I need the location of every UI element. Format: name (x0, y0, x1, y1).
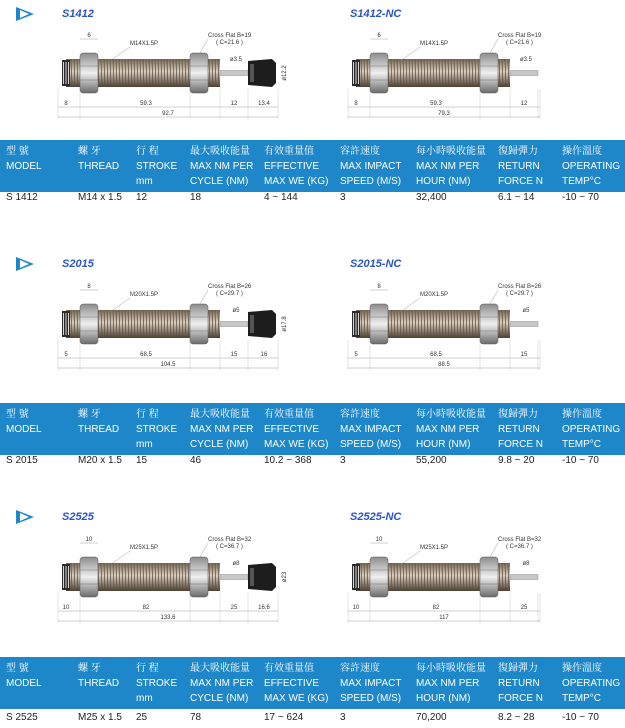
header-cell (136, 144, 177, 189)
header-cell (562, 144, 620, 189)
header-line: THREAD (78, 424, 120, 435)
cross-flat-sub-label: ( C=21.6 ) (506, 40, 533, 46)
dim-label: 15 (230, 352, 238, 358)
spec-value: S 2015 (6, 455, 38, 466)
hex-nut-left (370, 53, 388, 93)
header-line: HOUR (NM) (416, 693, 471, 704)
thread-label: M14X1.5P (420, 41, 449, 47)
header-line: STROKE (136, 678, 178, 689)
header-line: MAX NM PER (416, 678, 480, 689)
dim-label: 5 (354, 352, 358, 358)
header-line: TEMP°C (562, 693, 601, 704)
header-line: mm (136, 693, 153, 704)
header-line: 行 程 (136, 146, 159, 157)
dim-total-label: 79.3 (438, 111, 450, 117)
spec-value: 18 (190, 192, 202, 203)
play-arrow-icon (14, 6, 36, 22)
header-cell (264, 661, 328, 706)
header-line: EFFECTIVE (264, 678, 320, 689)
hex-nut-right (480, 557, 498, 597)
spec-value: -10 ~ 70 (562, 712, 599, 723)
spec-value: M25 x 1.5 (78, 712, 122, 723)
dim-hex-label: 6 (87, 33, 91, 39)
header-line: MAX NM PER (190, 678, 254, 689)
model-title-left: S2525 (62, 511, 94, 523)
header-line: SPEED (M/S) (340, 176, 402, 187)
dim-total-label: 117 (439, 615, 449, 621)
header-line: 復歸彈力 (498, 146, 538, 157)
dim-total-label: 92.7 (162, 111, 174, 117)
header-cell (562, 407, 620, 452)
spec-value: 17 ~ 624 (264, 712, 304, 723)
dim-label: 68.5 (140, 352, 152, 358)
header-cell (562, 661, 620, 706)
header-line: RETURN (498, 678, 540, 689)
header-line: 每小時吸收能量 (416, 663, 486, 674)
header-line: THREAD (78, 678, 120, 689)
header-line: 有效重量值 (264, 663, 314, 674)
spec-value: M20 x 1.5 (78, 455, 122, 466)
piston-rod (220, 71, 248, 76)
hex-nut-left (370, 304, 388, 344)
rod-diameter-label: ø3.5 (519, 57, 533, 63)
header-line: 每小時吸收能量 (416, 409, 486, 420)
header-line: SPEED (M/S) (340, 439, 402, 450)
dim-total-label: 88.5 (438, 362, 450, 368)
header-line: HOUR (NM) (416, 176, 471, 187)
thread-label: M20X1.5P (420, 292, 449, 298)
cap-diameter-label: ø17.8 (282, 316, 288, 332)
header-line: 操作溫度 (562, 409, 602, 420)
cross-flat-label: Cross Flat B=26 (208, 284, 252, 290)
header-line: RETURN (498, 424, 540, 435)
spec-table-header (0, 403, 625, 455)
header-line: SPEED (M/S) (340, 693, 402, 704)
dim-hex-label: 6 (377, 33, 381, 39)
header-cell (498, 661, 543, 706)
dim-label: 15 (520, 352, 528, 358)
dim-total-label: 104.5 (160, 362, 176, 368)
thread-label: M25X1.5P (130, 545, 159, 551)
cap-diameter-label: ø23 (282, 571, 288, 583)
hex-nut-left (80, 304, 98, 344)
header-line: 最大吸收能量 (190, 409, 250, 420)
header-line: 容許速度 (340, 409, 380, 420)
header-cell (190, 661, 253, 706)
header-line: THREAD (78, 161, 120, 172)
spec-value: 25 (136, 712, 148, 723)
dim-total-label: 133.6 (160, 615, 176, 621)
header-line: FORCE N (498, 176, 543, 187)
spec-value: 3 (340, 192, 346, 203)
cross-flat-label: Cross Flat B=32 (208, 537, 252, 543)
model-title-right: S2525-NC (350, 511, 402, 523)
dim-label: 5 (64, 352, 68, 358)
header-line: TEMP°C (562, 439, 601, 450)
header-cell (264, 407, 328, 452)
dim-hex-label: 10 (85, 537, 93, 543)
hex-nut-right (190, 304, 208, 344)
header-line: 容許速度 (340, 146, 380, 157)
header-line: MODEL (6, 161, 42, 172)
dim-label: 82 (432, 605, 440, 611)
header-line: mm (136, 176, 153, 187)
header-line: MODEL (6, 678, 42, 689)
dim-label: 25 (230, 605, 238, 611)
header-cell (416, 661, 486, 706)
header-line: 操作溫度 (562, 663, 602, 674)
header-line: MAX WE (KG) (264, 693, 329, 704)
header-line: mm (136, 439, 153, 450)
header-line: 行 程 (136, 663, 159, 674)
header-cell (136, 661, 177, 706)
hex-nut-right (480, 304, 498, 344)
header-line: MAX WE (KG) (264, 439, 329, 450)
model-title-right: S2015-NC (350, 258, 402, 270)
header-cell (190, 144, 253, 189)
rod-diameter-label: ø8 (522, 561, 530, 567)
spec-value: 78 (190, 712, 202, 723)
cap-diameter-label: ø12.2 (282, 65, 288, 81)
spec-value: S 1412 (6, 192, 38, 203)
cross-flat-label: Cross Flat B=32 (498, 537, 542, 543)
model-title-left: S1412 (62, 8, 94, 20)
spec-value: 15 (136, 455, 148, 466)
header-line: 操作溫度 (562, 146, 602, 157)
header-line: CYCLE (NM) (190, 176, 249, 187)
shock-absorber-drawing-right (340, 276, 590, 381)
header-line: MAX NM PER (190, 161, 254, 172)
spec-value: M14 x 1.5 (78, 192, 122, 203)
header-line: TEMP°C (562, 176, 601, 187)
dim-label: 16 (260, 352, 268, 358)
spec-value: 6.1 ~ 14 (498, 192, 535, 203)
piston-rod (220, 322, 248, 327)
header-cell (78, 661, 119, 691)
spec-value: S 2525 (6, 712, 38, 723)
hex-nut-left (80, 53, 98, 93)
piston-rod (510, 71, 538, 76)
dim-label: 82 (142, 605, 150, 611)
spec-value: 3 (340, 712, 346, 723)
header-line: EFFECTIVE (264, 161, 320, 172)
header-line: CYCLE (NM) (190, 439, 249, 450)
dim-label: 12 (520, 101, 528, 107)
header-cell (6, 144, 42, 174)
header-cell (6, 407, 42, 437)
header-cell (78, 407, 119, 437)
header-line: FORCE N (498, 693, 543, 704)
header-line: 最大吸收能量 (190, 146, 250, 157)
hex-nut-left (370, 557, 388, 597)
dim-hex-label: 8 (87, 284, 91, 290)
shock-absorber-drawing-left (50, 25, 300, 130)
header-line: 復歸彈力 (498, 663, 538, 674)
header-cell (136, 407, 177, 452)
spec-value: 10.2 ~ 368 (264, 455, 312, 466)
header-line: OPERATING (562, 161, 621, 172)
header-line: 螺 牙 (78, 663, 101, 674)
rod-diameter-label: ø3.5 (229, 57, 243, 63)
header-line: RETURN (498, 161, 540, 172)
hex-nut-right (480, 53, 498, 93)
dim-label: 8 (64, 101, 68, 107)
spec-value: 8.2 ~ 28 (498, 712, 535, 723)
dim-hex-label: 8 (377, 284, 381, 290)
model-title-right: S1412-NC (350, 8, 402, 20)
header-cell (498, 144, 543, 189)
cross-flat-label: Cross Flat B=19 (498, 33, 542, 39)
header-line: MAX IMPACT (340, 161, 402, 172)
spec-value: 46 (190, 455, 202, 466)
header-line: STROKE (136, 424, 178, 435)
header-line: MAX NM PER (190, 424, 254, 435)
header-line: OPERATING (562, 424, 621, 435)
shock-absorber-drawing-left (50, 276, 300, 381)
header-line: MAX IMPACT (340, 678, 402, 689)
piston-rod (510, 575, 538, 580)
dim-label: 10 (62, 605, 70, 611)
rod-diameter-label: ø8 (232, 561, 240, 567)
header-cell (416, 144, 486, 189)
header-line: 型 號 (6, 146, 29, 157)
spec-value: 3 (340, 455, 346, 466)
header-cell (78, 144, 119, 174)
thread-label: M14X1.5P (130, 41, 159, 47)
piston-rod (220, 575, 248, 580)
header-line: MAX WE (KG) (264, 176, 329, 187)
spec-value: -10 ~ 70 (562, 192, 599, 203)
model-title-left: S2015 (62, 258, 94, 270)
dim-label: 12 (230, 101, 238, 107)
shock-absorber-drawing-left (50, 529, 300, 634)
header-line: EFFECTIVE (264, 424, 320, 435)
spec-value: 55,200 (416, 455, 447, 466)
dim-label: 25 (520, 605, 528, 611)
spec-value: -10 ~ 70 (562, 455, 599, 466)
header-cell (264, 144, 328, 189)
cross-flat-sub-label: ( C=36.7 ) (216, 544, 243, 550)
header-line: MAX IMPACT (340, 424, 402, 435)
dim-label: 13.4 (258, 101, 270, 107)
hex-nut-right (190, 557, 208, 597)
cross-flat-label: Cross Flat B=19 (208, 33, 252, 39)
header-line: OPERATING (562, 678, 621, 689)
hex-nut-left (80, 557, 98, 597)
header-cell (340, 407, 401, 452)
dim-label: 16.6 (258, 605, 270, 611)
header-cell (190, 407, 253, 452)
shock-absorber-drawing-right (340, 25, 590, 130)
spec-value: 4 ~ 144 (264, 192, 298, 203)
header-cell (6, 661, 42, 691)
rod-diameter-label: ø5 (232, 308, 240, 314)
header-line: 有效重量值 (264, 146, 314, 157)
header-line: HOUR (NM) (416, 439, 471, 450)
dim-label: 59.3 (430, 101, 442, 107)
cross-flat-sub-label: ( C=21.6 ) (216, 40, 243, 46)
piston-rod (510, 322, 538, 327)
hex-nut-right (190, 53, 208, 93)
dim-label: 68.5 (430, 352, 442, 358)
header-line: 最大吸收能量 (190, 663, 250, 674)
play-arrow-icon (14, 509, 36, 525)
play-arrow-icon (14, 256, 36, 272)
header-line: 復歸彈力 (498, 409, 538, 420)
spec-value: 9.8 ~ 20 (498, 455, 535, 466)
thread-label: M20X1.5P (130, 292, 159, 298)
header-cell (416, 407, 486, 452)
header-line: 螺 牙 (78, 146, 101, 157)
header-line: 每小時吸收能量 (416, 146, 486, 157)
spec-value: 70,200 (416, 712, 447, 723)
header-cell (340, 144, 401, 189)
header-line: MODEL (6, 424, 42, 435)
header-line: CYCLE (NM) (190, 693, 249, 704)
spec-table-header (0, 140, 625, 192)
spec-value: 32,400 (416, 192, 447, 203)
spec-value: 12 (136, 192, 148, 203)
header-line: 容許速度 (340, 663, 380, 674)
rod-diameter-label: ø5 (522, 308, 530, 314)
dim-label: 59.3 (140, 101, 152, 107)
header-cell (498, 407, 543, 452)
cross-flat-sub-label: ( C=36.7 ) (506, 544, 533, 550)
cross-flat-sub-label: ( C=29.7 ) (216, 291, 243, 297)
header-line: 有效重量值 (264, 409, 314, 420)
dim-hex-label: 10 (375, 537, 383, 543)
cross-flat-sub-label: ( C=29.7 ) (506, 291, 533, 297)
header-cell (340, 661, 401, 706)
header-line: 型 號 (6, 663, 29, 674)
dim-label: 10 (352, 605, 360, 611)
header-line: MAX NM PER (416, 424, 480, 435)
header-line: 型 號 (6, 409, 29, 420)
header-line: 螺 牙 (78, 409, 101, 420)
shock-absorber-drawing-right (340, 529, 590, 634)
header-line: FORCE N (498, 439, 543, 450)
cross-flat-label: Cross Flat B=26 (498, 284, 542, 290)
dim-label: 8 (354, 101, 358, 107)
spec-table-header (0, 657, 625, 709)
header-line: STROKE (136, 161, 178, 172)
header-line: MAX NM PER (416, 161, 480, 172)
header-line: 行 程 (136, 409, 159, 420)
thread-label: M25X1.5P (420, 545, 449, 551)
